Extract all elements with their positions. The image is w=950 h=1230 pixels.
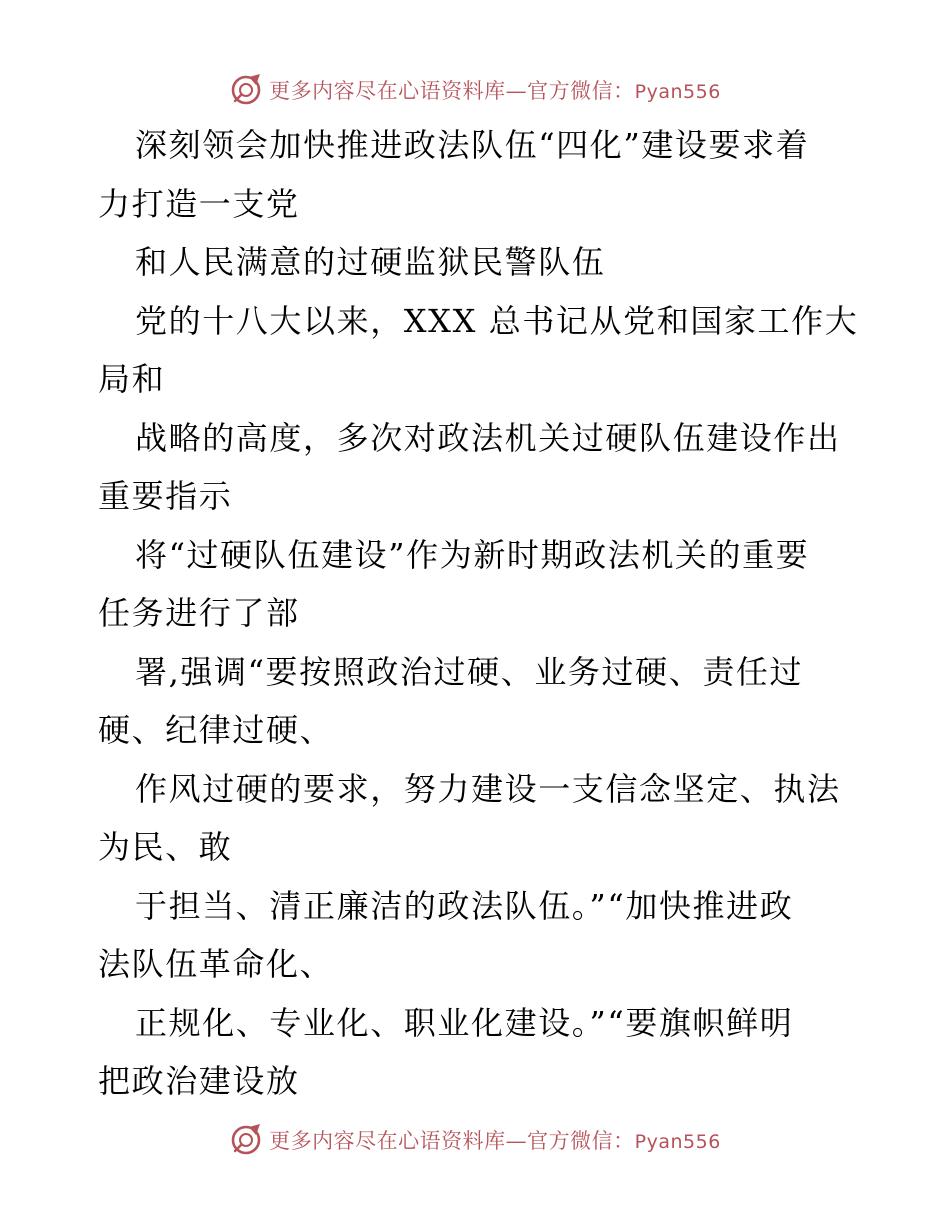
- document-body: [98, 116, 858, 1111]
- text-line: 任务进行了部: [98, 594, 300, 632]
- watermark-wechat-id: Pyan556: [634, 1131, 721, 1153]
- text-line: 正规化、专业化、职业化建设。”“要旗帜鲜明: [135, 1003, 794, 1042]
- watermark-text: 更多内容尽在心语资料库—官方微信：Pyan556: [269, 1129, 721, 1153]
- text-line: 深刻领会加快推进政法队伍“四化”建设要求着: [135, 126, 810, 164]
- text-line: 法队伍革命化、: [98, 945, 334, 983]
- pen-circle-logo-icon: [229, 73, 263, 107]
- text-line: 党的十八大以来，XXX 总书记从党和国家工作大: [135, 301, 859, 340]
- text-line: 局和: [98, 360, 166, 398]
- text-line: 战略的高度，多次对政法机关过硬队伍建设作出: [135, 418, 841, 457]
- pen-circle-logo-icon: [229, 1123, 263, 1157]
- text-line: 将“过硬队伍建设”作为新时期政法机关的重要: [135, 535, 810, 574]
- text-line: 重要指示: [98, 477, 233, 515]
- header-watermark: [0, 70, 950, 110]
- text-line: 为民、敢: [98, 828, 233, 866]
- text-line: 把政治建设放: [98, 1062, 300, 1100]
- watermark-text: 更多内容尽在心语资料库—官方微信：Pyan556: [269, 79, 721, 103]
- text-line: 和人民满意的过硬监狱民警队伍: [135, 243, 606, 281]
- text-line: 硬、纪律过硬、: [98, 711, 334, 749]
- footer-watermark: [0, 1120, 950, 1160]
- text-line: 署,强调“要按照政治过硬、业务过硬、责任过: [135, 652, 804, 691]
- text-line: 力打造一支党: [98, 184, 300, 223]
- watermark-wechat-id: Pyan556: [634, 81, 721, 103]
- text-line: 于担当、清正廉洁的政法队伍。”“加快推进政: [135, 886, 794, 925]
- text-line: 作风过硬的要求，努力建设一支信念坚定、执法: [135, 769, 841, 808]
